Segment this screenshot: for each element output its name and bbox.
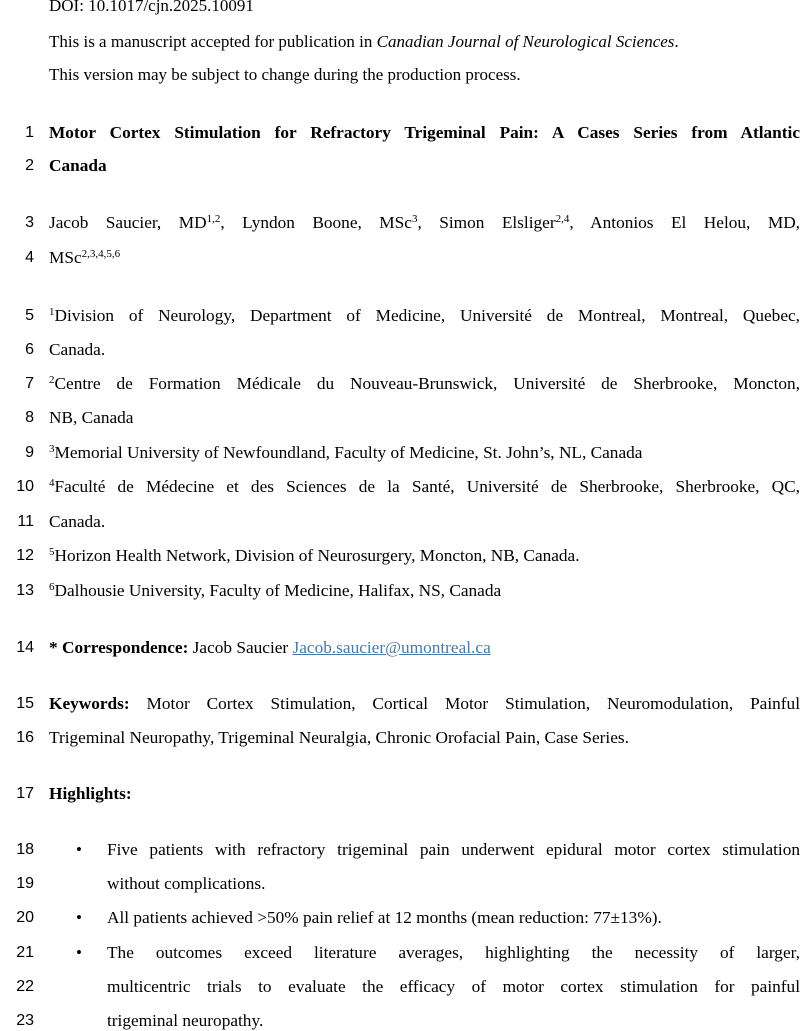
keywords-cont: Trigeminal Neuropathy, Trigeminal Neuralgia, Chronic Orofacial Pain, Case Series. [49,728,629,747]
line-number: 7 [25,375,34,392]
highlights-heading: Highlights: [49,784,132,803]
line-number: 1 [25,124,34,141]
bullet-icon: • [76,908,82,927]
highlight-item: The outcomes exceed literature averages, highlighting the necessity of larger, [107,943,800,962]
line-number: 13 [16,582,34,599]
line-number: 15 [16,695,34,712]
line-number: 8 [25,409,34,426]
line-number: 23 [16,1012,34,1029]
line-number: 9 [25,444,34,461]
affiliation-cont: NB, Canada [49,408,134,427]
line-number: 18 [16,841,34,858]
author-list: Jacob Saucier, MD$^{1,2}$, Lyndon Boone, MSc$^3$, Simon Elsliger$^{2,4}$, Antonios El Helou, MD, [49,213,800,232]
publication-notice: This is a manuscript accepted for publication in Canadian Journal of Neurological Sciences. [49,32,679,51]
highlight-item-cont: without complications. [107,874,266,893]
line-number: 6 [25,341,34,358]
paper-title-cont: Canada [49,156,107,175]
line-number: 4 [25,249,34,266]
line-number: 20 [16,909,34,926]
line-number: 19 [16,875,34,892]
line-number: 16 [16,729,34,746]
version-note: This version may be subject to change during the production process. [49,65,521,84]
line-number: 10 [16,478,34,495]
line-number: 5 [25,307,34,324]
affiliation: $^1$Division of Neurology, Department of Medicine, Université de Montreal, Montreal, Quebec, [49,306,800,325]
keywords: Keywords: Motor Cortex Stimulation, Cortical Motor Stimulation, Neuromodulation, Painful [49,694,800,713]
affiliation: $^4$Faculté de Médecine et des Sciences de la Santé, Université de Sherbrooke, Sherbrooke, QC, [49,477,800,496]
bullet-icon: • [76,840,82,859]
affiliation: $^3$Memorial University of Newfoundland, Faculty of Medicine, St. John’s, NL, Canada [49,443,643,462]
author-list-cont: MSc$^{2,3,4,5,6}$ [49,248,121,267]
paper-title: Motor Cortex Stimulation for Refractory Trigeminal Pain: A Cases Series from Atlantic [49,123,800,142]
highlight-item: Five patients with refractory trigeminal pain underwent epidural motor cortex stimulation [107,840,800,859]
line-number: 17 [16,785,34,802]
highlight-item: All patients achieved >50% pain relief at 12 months (mean reduction: 77±13%). [107,908,662,927]
correspondence-email-link[interactable]: Jacob.saucier@umontreal.ca [292,638,491,657]
line-number: 3 [25,214,34,231]
line-number: 12 [16,547,34,564]
doi: DOI: 10.1017/cjn.2025.10091 [49,0,254,15]
highlight-item-cont: trigeminal neuropathy. [107,1011,264,1030]
journal-name: Canadian Journal of Neurological Sciences [376,32,675,51]
highlight-item-cont: multicentric trials to evaluate the efficacy of motor cortex stimulation for painful [107,977,800,996]
affiliation-cont: Canada. [49,512,106,531]
correspondence: * Correspondence: Jacob Saucier Jacob.saucier@umontreal.ca [49,638,491,657]
affiliation: $^5$Horizon Health Network, Division of Neurosurgery, Moncton, NB, Canada. [49,546,580,565]
line-number: 11 [17,513,34,530]
affiliation: $^6$Dalhousie University, Faculty of Medicine, Halifax, NS, Canada [49,581,502,600]
line-number: 22 [16,978,34,995]
line-number: 14 [16,639,34,656]
affiliation: $^2$Centre de Formation Médicale du Nouveau-Brunswick, Université de Sherbrooke, Moncton, [49,374,800,393]
bullet-icon: • [76,943,82,962]
affiliation-cont: Canada. [49,340,106,359]
line-number: 21 [16,944,34,961]
line-number: 2 [25,157,34,174]
